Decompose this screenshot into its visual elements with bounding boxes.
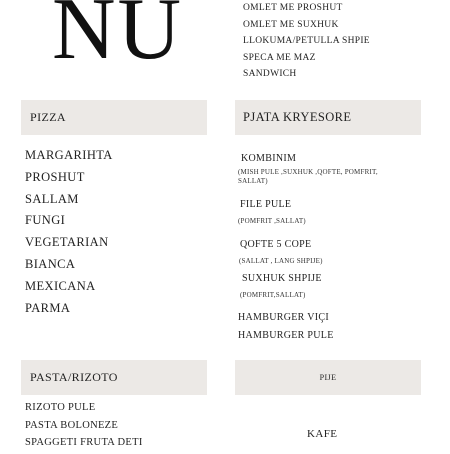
drinks-title: PIJE [319, 373, 337, 382]
logo: NU [52, 0, 184, 78]
top-items-list [243, 0, 370, 83]
list-item: MARGARIHTA [25, 148, 113, 162]
list-item: VEGETARIAN [25, 235, 109, 250]
main-dishes-title: PJATA KRYESORE [243, 110, 352, 124]
pasta-section-header [21, 360, 207, 395]
pizza-title: PIZZA [30, 110, 66, 124]
dish-name: QOFTE 5 COPE [240, 239, 312, 250]
dish-name: FILE PULE [240, 199, 292, 210]
list-item: MEXICANA [25, 278, 96, 293]
list-item: LLOKUMA/PETULLA SHPIE [243, 36, 370, 47]
list-item: OMLET ME SUXHUK [243, 19, 339, 30]
list-item: SANDWICH [243, 69, 297, 80]
list-item: SPECA ME MAZ [243, 52, 316, 63]
list-item: FUNGI [25, 213, 66, 228]
drinks-section-header [235, 360, 421, 395]
list-item: SALLAM [25, 191, 79, 206]
pizza-section-header [21, 100, 207, 135]
pizza-list [25, 146, 113, 320]
list-item: RIZOTO PULE [25, 402, 96, 413]
dish-description: (MISH PULE ,SUXHUK ,QOFTE, POMFRIT, SALLAT) [238, 168, 378, 185]
main-dishes-section-header [235, 100, 421, 135]
dish-name: HAMBURGER VIÇI [238, 312, 329, 323]
list-item: PASTA BOLONEZE [25, 419, 119, 431]
list-item: SPAGGETI FRUTA DETI [25, 437, 143, 448]
dish-description: (POMFRIT ,SALLAT) [238, 217, 306, 225]
list-item: OMLET ME PROSHUT [243, 3, 343, 13]
dish-description: (SALLAT , LANG SHPIJE) [239, 257, 323, 265]
dish-name: HAMBURGER PULE [238, 330, 334, 341]
dish-description: (POMFRIT,SALLAT) [240, 291, 306, 299]
list-item: PROSHUT [25, 169, 85, 184]
pasta-title: PASTA/RIZOTO [30, 370, 118, 384]
list-item: BIANCA [25, 256, 76, 271]
list-item: PARMA [25, 300, 71, 315]
list-item: KAFE [307, 428, 338, 440]
dish-name: SUXHUK SHPIJE [242, 273, 322, 284]
dish-name: KOMBINIM [241, 153, 297, 164]
pasta-list [25, 401, 143, 454]
